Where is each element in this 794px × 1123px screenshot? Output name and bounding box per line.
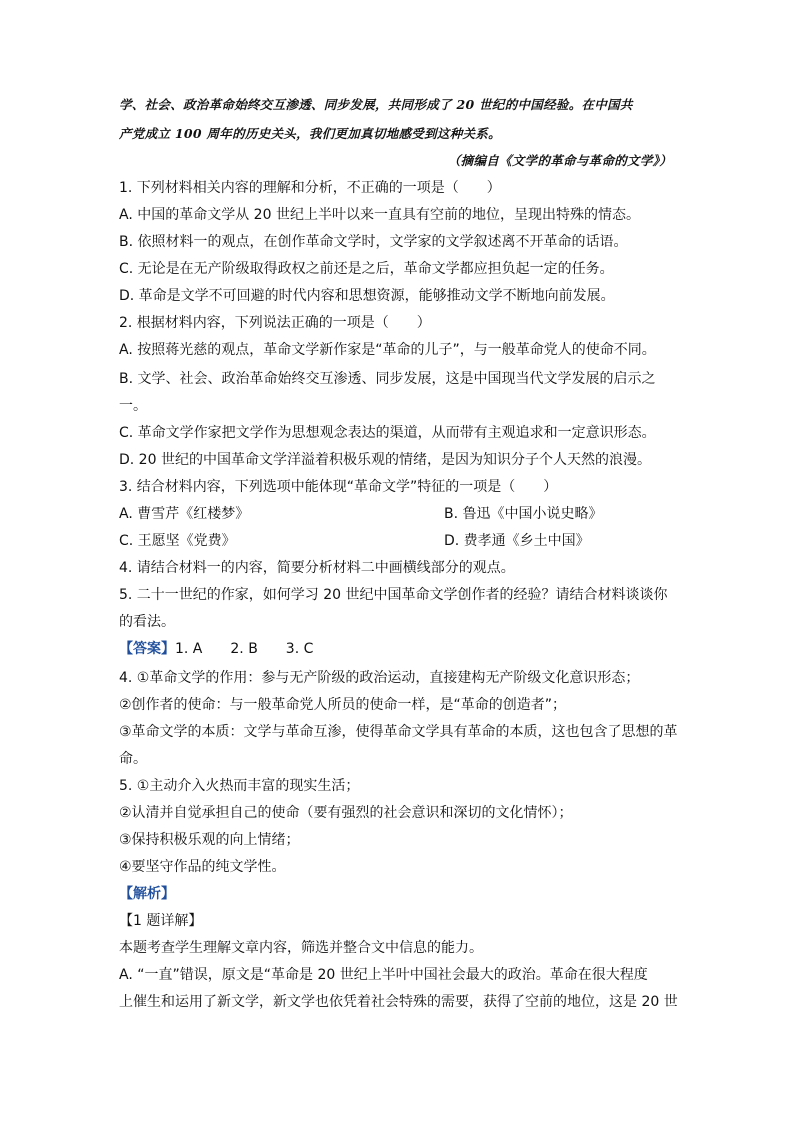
q3-option-a: A. 曹雪芹《红楼梦》 (119, 506, 250, 522)
q1-option-a: A. 中国的革命文学从 20 世纪上半叶以来一直具有空前的地位，呈现出特殊的情态。 (119, 207, 640, 223)
answer-5-line-1: 5. ①主动介入火热而丰富的现实生活； (119, 778, 360, 794)
q2-option-a: A. 按照蒋光慈的观点，革命文学新作家是“革命的儿子”，与一般革命党人的使命不同。 (119, 342, 656, 358)
answer-4-line-3: ③革命文学的本质：文学与革命互渗，使得革命文学具有革命的本质，这也包含了思想的革 (119, 724, 678, 740)
q5-stem: 5. 二十一世纪的作家，如何学习 20 世纪中国革命文学创作者的经验？请结合材料谈谈你 (119, 587, 668, 603)
q4-stem: 4. 请结合材料一的内容，简要分析材料二中画横线部分的观点。 (119, 560, 515, 576)
answer-5-line-3: ③保持积极乐观的向上情绪； (119, 832, 300, 848)
q2-stem: 2. 根据材料内容，下列说法正确的一项是（ ） (119, 315, 431, 331)
q5-stem-cont: 的看法。 (119, 614, 175, 630)
analysis-intro: 本题考查学生理解文章内容，筛选并整合文中信息的能力。 (119, 940, 483, 956)
q2-option-b: B. 文学、社会、政治革命始终交互渗透、同步发展，这是中国现当代文学发展的启示之 (119, 371, 656, 387)
q1-stem: 1. 下列材料相关内容的理解和分析，不正确的一项是（ ） (119, 180, 501, 196)
passage-line-1: 学、社会、政治革命始终交互渗透、同步发展，共同形成了 20 世纪的中国经验。在中国共 (119, 97, 633, 112)
analysis-a-line-1: A. “一直”错误，原文是“革命是 20 世纪上半叶中国社会最大的政治。革命在很大程度 (119, 967, 648, 983)
passage-source: （摘编自《文学的革命与革命的文学》） (447, 153, 672, 168)
q3-option-d: D. 费孝通《乡土中国》 (444, 533, 590, 549)
answer-4-line-2: ②创作者的使命：与一般革命党人所员的使命一样，是“革命的创造者”； (119, 697, 567, 713)
q2-option-b-cont: 一。 (119, 398, 147, 414)
analysis-sub-1: 【1 题详解】 (119, 913, 203, 929)
answer-choices: 1. A 2. B 3. C (175, 641, 314, 657)
q3-stem: 3. 结合材料内容，下列选项中能体现“革命文学”特征的一项是（ ） (119, 479, 558, 495)
q2-option-c: C. 革命文学作家把文学作为思想观念表达的渠道，从而带有主观追求和一定意识形态。 (119, 425, 656, 441)
analysis-a-line-2: 上催生和运用了新文学，新文学也依凭着社会特殊的需要，获得了空前的地位，这是 20 世 (119, 994, 678, 1010)
q2-option-d: D. 20 世纪的中国革命文学洋溢着积极乐观的情绪，是因为知识分子个人天然的浪漫。 (119, 452, 651, 468)
answer-line (119, 640, 313, 658)
passage-line-2: 产党成立 100 周年的历史关头，我们更加真切地感受到这种关系。 (119, 126, 501, 141)
answer-5-line-4: ④要坚守作品的纯文学性。 (119, 859, 286, 875)
q1-option-c: C. 无论是在无产阶级取得政权之前还是之后，革命文学都应担负起一定的任务。 (119, 261, 614, 277)
answer-5-line-2: ②认清并自觉承担自己的使命（要有强烈的社会意识和深切的文化情怀）； (119, 805, 573, 821)
q3-option-b: B. 鲁迅《中国小说史略》 (444, 506, 603, 522)
answer-4-line-4: 命。 (119, 751, 147, 767)
q1-option-b: B. 依照材料一的观点，在创作革命文学时，文学家的文学叙述离不开革命的话语。 (119, 234, 628, 250)
q3-option-c: C. 王愿坚《党费》 (119, 533, 236, 549)
q1-option-d: D. 革命是文学不可回避的时代内容和思想资源，能够推动文学不断地向前发展。 (119, 288, 615, 304)
analysis-label: 【解析】 (119, 886, 175, 902)
answer-4-line-1: 4. ①革命文学的作用：参与无产阶级的政治运动，直接建构无产阶级文化意识形态； (119, 670, 640, 686)
answer-label: 【答案】 (119, 641, 175, 657)
